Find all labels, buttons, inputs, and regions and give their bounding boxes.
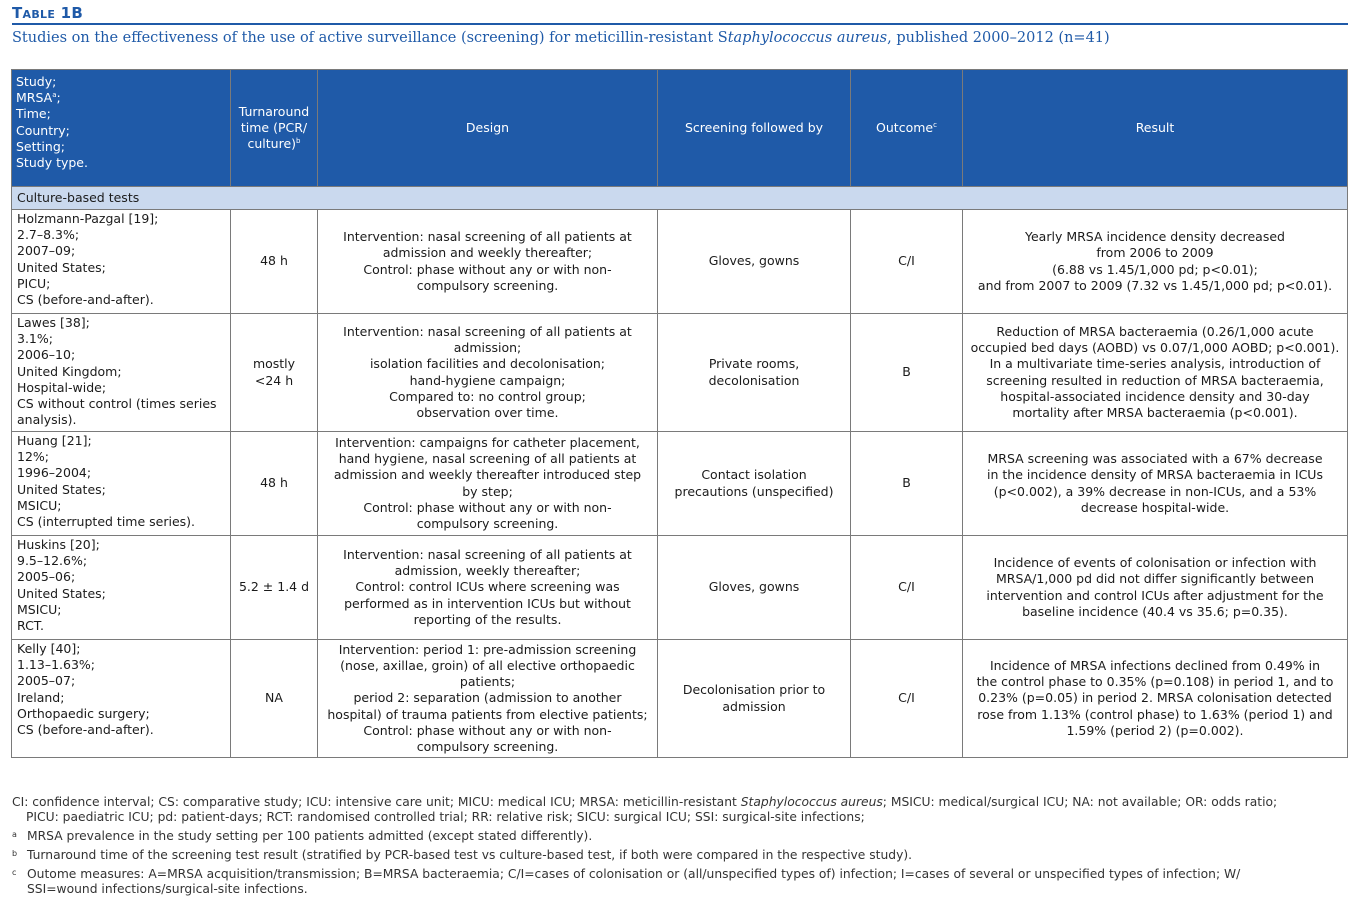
study-line: CS (interrupted time series). (17, 514, 195, 530)
study-line: Huang [21]; (17, 433, 92, 448)
design-line: observation over time. (416, 404, 559, 420)
turnaround-cell (231, 314, 318, 432)
footnote-mark-b: b (296, 136, 301, 145)
result-line: hospital-associated incidence density and 30-day (1000, 388, 1310, 404)
result-line: baseline incidence (40.4 vs 35.6; p=0.35). (1022, 603, 1288, 619)
outcome-cell: B (851, 432, 963, 536)
followed-by-line: Gloves, gowns (708, 253, 800, 269)
header-outcome (851, 70, 963, 187)
study-cell (12, 432, 231, 536)
turnaround-cell (231, 640, 318, 758)
design-line: hand hygiene, nasal screening of all patients at (338, 451, 637, 467)
turnaround-line: 48 h (260, 475, 288, 491)
turnaround-cell (231, 432, 318, 536)
design-line: hand-hygiene campaign; (409, 372, 566, 388)
design-line: admission and weekly thereafter introduced step (333, 467, 642, 483)
table-header-row (12, 70, 1348, 187)
study-cell (12, 640, 231, 758)
result-line: Yearly MRSA incidence density decreased (1025, 229, 1285, 245)
header-turnaround-line: Turnaround (238, 103, 310, 119)
study-line: CS (before-and-after). (17, 722, 154, 738)
study-line: Lawes [38]; (17, 315, 90, 330)
study-line: Orthopaedic surgery; (17, 705, 150, 721)
result-line: Incidence of MRSA infections declined from 0.49% in (989, 657, 1321, 673)
study-line: CS (before-and-after). (17, 292, 154, 308)
header-turnaround-text: culture) (247, 136, 297, 152)
study-line: PICU; (17, 275, 51, 291)
header-study-semicolon: ; (56, 90, 61, 106)
followed-by-cell (658, 536, 851, 640)
footnote-c (12, 867, 1352, 897)
design-line: admission; (453, 340, 522, 356)
design-line: by step; (462, 483, 513, 499)
followed-by-cell (658, 314, 851, 432)
design-line: Control: phase without any or with non- (363, 261, 612, 277)
design-line: hospital) of trauma patients from elective patients; (327, 706, 648, 722)
study-line: 2007–09; (17, 243, 76, 259)
study-line: 1996–2004; (17, 465, 92, 481)
study-line: Hospital-wide; (17, 379, 107, 395)
design-line: (nose, axillae, groin) of all elective orthopaedic (340, 657, 635, 673)
result-cell (963, 314, 1348, 432)
result-line: (6.88 vs 1.45/1,000 pd; p<0.01); (1052, 261, 1258, 277)
design-line: Control: control ICUs where screening was (355, 579, 620, 595)
footnote-mark-a: a (52, 91, 57, 100)
table-label: Table 1B (12, 4, 84, 22)
footnote-mark: a (12, 830, 17, 839)
footnote-text: MRSA prevalence in the study setting per 100 patients admitted (except stated differently). (27, 829, 593, 843)
abbreviations-text: ; MSICU: medical/surgical ICU; NA: not available; OR: odds ratio; (882, 795, 1278, 809)
result-line: In a multivariate time-series analysis, introduction of (989, 356, 1321, 372)
design-line: admission, weekly thereafter; (394, 563, 581, 579)
followed-by-line: precautions (unspecified) (674, 483, 834, 499)
title-rule (12, 23, 1348, 25)
result-line: and from 2007 to 2009 (7.32 vs 1.45/1,000 pd; p<0.01). (977, 277, 1333, 293)
design-line: compulsory screening. (416, 277, 559, 293)
design-cell (318, 432, 658, 536)
study-line: CS without control (times series (17, 396, 217, 412)
section-label: Culture-based tests (12, 187, 1348, 210)
studies-table (11, 69, 1348, 758)
study-line: 2006–10; (17, 347, 76, 363)
outcome-cell: C/I (851, 640, 963, 758)
design-line: Intervention: nasal screening of all patients at (343, 323, 632, 339)
study-line: Holzmann-Pazgal [19]; (17, 211, 159, 226)
study-line: United Kingdom; (17, 363, 122, 379)
outcome-cell: C/I (851, 210, 963, 314)
study-line: 3.1%; (17, 331, 53, 347)
design-cell (318, 314, 658, 432)
table-row (12, 210, 1348, 314)
turnaround-line: mostly (252, 356, 296, 372)
study-line: 2005–07; (17, 673, 76, 689)
design-line: Intervention: campaigns for catheter placement, (335, 434, 640, 450)
footnote-mark: b (12, 849, 18, 858)
result-line: in the incidence density of MRSA bacteraemia in ICUs (987, 467, 1323, 483)
footnote-a (12, 829, 1352, 844)
header-result: Result (963, 70, 1348, 187)
design-cell (318, 210, 658, 314)
followed-by-line: Private rooms, (708, 356, 800, 372)
design-line: compulsory screening. (416, 739, 559, 754)
result-line: intervention and control ICUs after adjustment for the (986, 587, 1324, 603)
study-line: United States; (17, 481, 106, 497)
header-study-line: Country; (16, 122, 70, 138)
study-line: 2.7–8.3%; (17, 227, 80, 243)
abbreviations-text: PICU: paediatric ICU; pd: patient-days; RCT: randomised controlled trial; RR: relative risk; SICU: surgical ICU; SSI: surgical-site infections; (26, 810, 865, 824)
design-line: admission and weekly thereafter; (382, 245, 593, 261)
header-turnaround-line (235, 136, 313, 152)
followed-by-line: admission (722, 698, 786, 714)
result-line: Reduction of MRSA bacteraemia (0.26/1,000 acute (996, 323, 1314, 339)
caption-italic: taphylococcus aureus (727, 30, 888, 46)
study-line: United States; (17, 259, 106, 275)
result-cell (963, 210, 1348, 314)
turnaround-cell (231, 210, 318, 314)
result-line: the control phase to 0.35% (p=0.108) in period 1, and to (976, 674, 1334, 690)
result-line: occupied bed days (AOBD) vs 0.07/1,000 AOBD; p<0.001). (970, 340, 1340, 356)
footnote-text: Outome measures: A=MRSA acquisition/transmission; B=MRSA bacteraemia; C/I=cases of colonisation or (all/unspecified types of) infection; I=cases of several or unspecified types of infection; W/ (27, 867, 1241, 881)
study-cell (12, 210, 231, 314)
result-cell (963, 432, 1348, 536)
turnaround-cell (231, 536, 318, 640)
table-row (12, 432, 1348, 536)
result-line: 0.23% (p=0.05) in period 2. MRSA colonisation detected (978, 690, 1332, 706)
outcome-cell: C/I (851, 536, 963, 640)
result-line: rose from 1.13% (control phase) to 1.63% (period 1) and (977, 706, 1333, 722)
design-cell (318, 536, 658, 640)
header-turnaround (231, 70, 318, 187)
outcome-cell: B (851, 314, 963, 432)
study-line: analysis). (17, 412, 77, 428)
study-cell (12, 314, 231, 432)
study-line: 2005–06; (17, 569, 76, 585)
design-line: reporting of the results. (413, 611, 562, 627)
study-line: MSICU; (17, 497, 62, 513)
header-study (12, 70, 231, 187)
result-cell (963, 536, 1348, 640)
footnote-text: SSI=wound infections/surgical-site infections. (27, 882, 308, 896)
table-row (12, 640, 1348, 758)
result-line: MRSA screening was associated with a 67% decrease (987, 451, 1323, 467)
design-line: Intervention: period 1: pre-admission screening (338, 641, 637, 657)
footnote-mark-c: c (933, 120, 937, 129)
result-line: screening resulted in reduction of MRSA bacteraemia, (986, 372, 1324, 388)
turnaround-line: NA (265, 690, 283, 706)
study-line: 1.13–1.63%; (17, 657, 96, 673)
design-line: Control: phase without any or with non- (363, 722, 612, 738)
result-line: 1.59% (period 2) (p=0.002). (1066, 722, 1244, 738)
abbreviations-note (12, 795, 1352, 825)
design-line: Compared to: no control group; (389, 388, 586, 404)
result-line: from 2006 to 2009 (1096, 245, 1214, 261)
turnaround-line: <24 h (254, 372, 294, 388)
footnote-b (12, 848, 1352, 863)
result-line: MRSA/1,000 pd did not differ significantly between (995, 571, 1315, 587)
design-cell (318, 640, 658, 758)
followed-by-line: Decolonisation prior to (682, 682, 826, 698)
study-line: RCT. (17, 618, 44, 634)
turnaround-line: 48 h (260, 253, 288, 269)
result-line: (p<0.002), a 39% decrease in non-ICUs, and a 53% (993, 483, 1317, 499)
header-study-line (16, 90, 226, 106)
header-study-line: Study; (16, 74, 57, 89)
result-line: decrease hospital-wide. (1080, 499, 1230, 515)
followed-by-cell (658, 640, 851, 758)
footnote-text: Turnaround time of the screening test result (stratified by PCR-based test vs culture-based test, if both were compared in the respective study). (27, 848, 913, 862)
design-line: period 2: separation (admission to another (353, 690, 622, 706)
design-line: Intervention: nasal screening of all patients at (343, 546, 632, 562)
followed-by-cell (658, 432, 851, 536)
result-line: Incidence of events of colonisation or infection with (993, 555, 1317, 571)
abbreviations-italic: Staphylococcus aureus (740, 795, 883, 809)
followed-by-line: decolonisation (708, 372, 800, 388)
study-line: Huskins [20]; (17, 537, 100, 552)
study-line: Kelly [40]; (17, 641, 81, 656)
table-row (12, 314, 1348, 432)
section-row (12, 187, 1348, 210)
header-study-mrsa: MRSA (16, 90, 53, 106)
header-turnaround-line: time (PCR/ (240, 119, 308, 135)
followed-by-line: Gloves, gowns (708, 579, 800, 595)
design-line: patients; (459, 674, 516, 690)
followed-by-line: Contact isolation (701, 467, 807, 483)
followed-by-cell (658, 210, 851, 314)
abbreviations-text: CI: confidence interval; CS: comparative study; ICU: intensive care unit; MICU: medical ICU; MRSA: meticillin-resistant (12, 795, 741, 809)
design-line: isolation facilities and decolonisation; (369, 356, 606, 372)
header-outcome-text: Outcome (876, 119, 934, 135)
study-line: 9.5–12.6%; (17, 553, 88, 569)
footnote-mark: c (12, 868, 17, 877)
header-followed-by: Screening followed by (658, 70, 851, 187)
header-study-line: Study type. (16, 155, 88, 171)
result-cell (963, 640, 1348, 758)
turnaround-line: 5.2 ± 1.4 d (238, 579, 310, 595)
table-row (12, 536, 1348, 640)
header-design: Design (318, 70, 658, 187)
design-line: performed as in intervention ICUs but without (344, 595, 631, 611)
header-study-line: Setting; (16, 138, 65, 154)
study-line: Ireland; (17, 689, 65, 705)
design-line: compulsory screening. (416, 515, 559, 531)
header-study-line: Time; (16, 106, 51, 122)
footnotes (12, 795, 1352, 901)
design-line: Intervention: nasal screening of all patients at (343, 229, 632, 245)
study-line: United States; (17, 585, 106, 601)
design-line: Control: phase without any or with non- (363, 499, 612, 515)
study-line: 12%; (17, 449, 49, 465)
result-line: mortality after MRSA bacteraemia (p<0.001). (1012, 404, 1298, 420)
study-line: MSICU; (17, 601, 62, 617)
study-cell (12, 536, 231, 640)
caption-text-end: , published 2000–2012 (n=41) (887, 30, 1110, 46)
caption-text-start: Studies on the effectiveness of the use of active surveillance (screening) for meticillin-resistant S (12, 30, 728, 46)
table-caption (12, 30, 1110, 46)
